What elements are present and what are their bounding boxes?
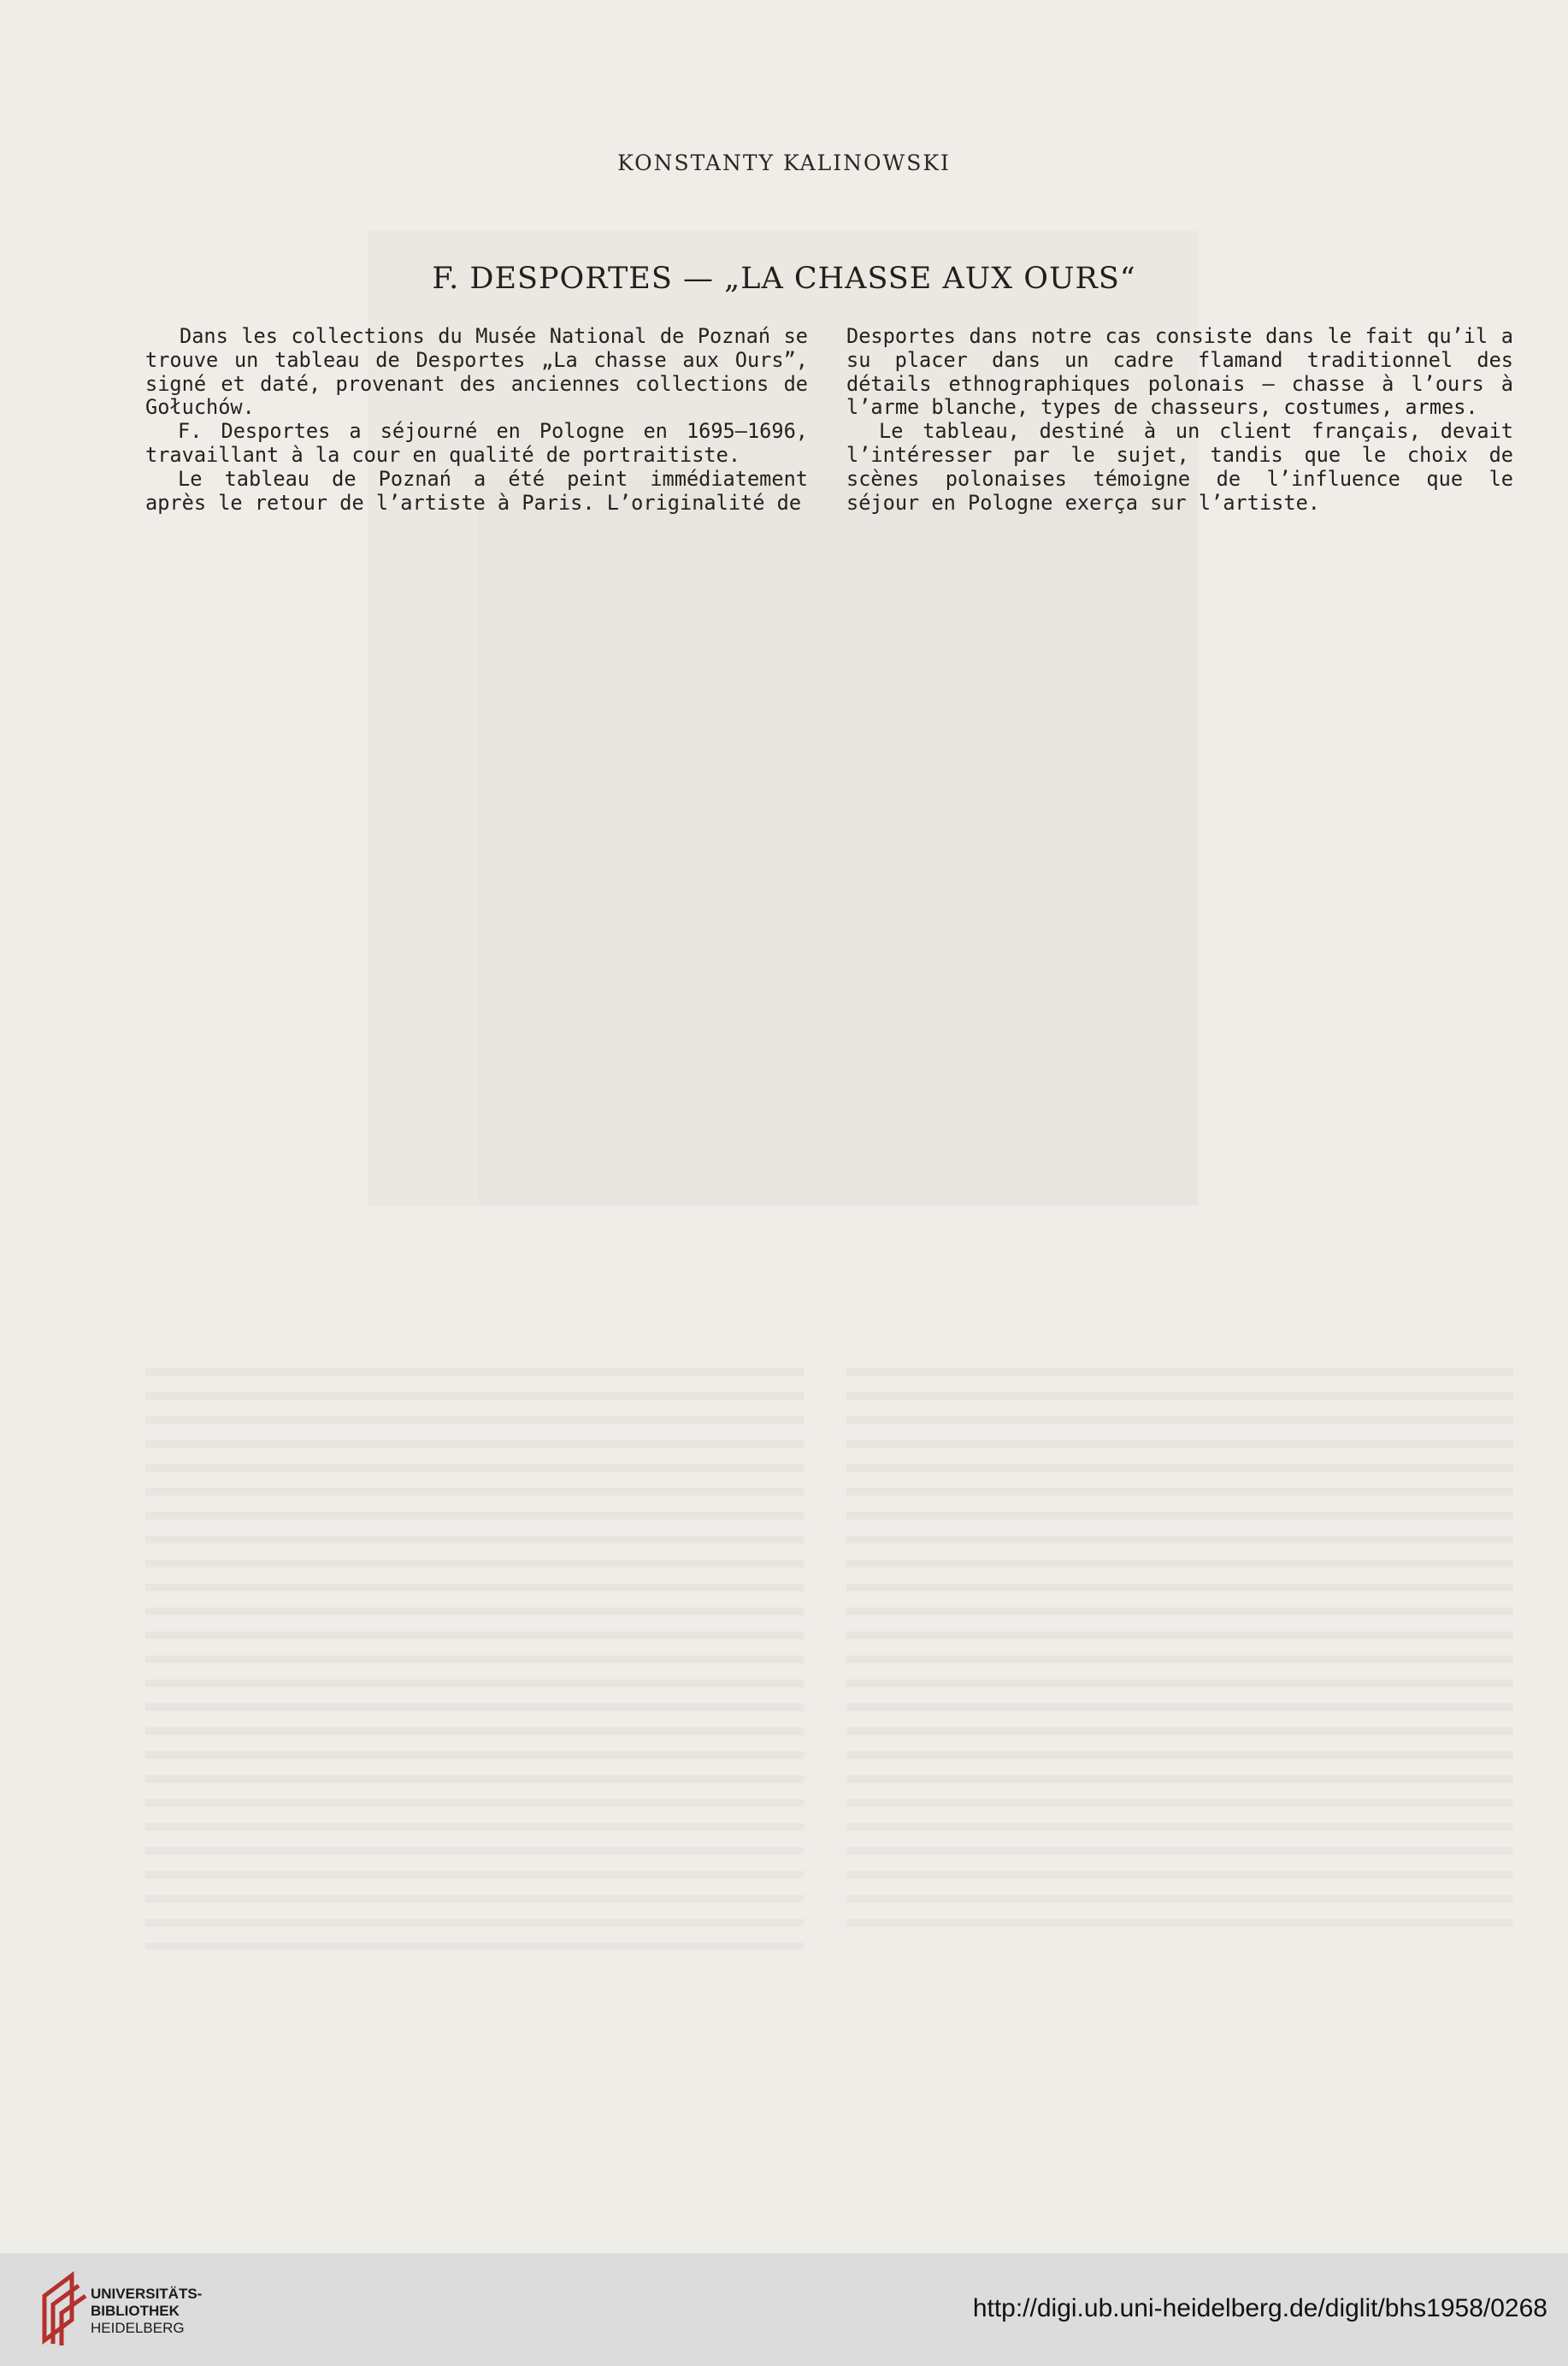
paragraph: F. Desportes a séjourné en Pologne en 1695—1696, travaillant à la cour en qualité de portraitiste. bbox=[145, 419, 808, 467]
source-url-link[interactable]: http://digi.ub.uni-heidelberg.de/diglit/bhs1958/0268 bbox=[972, 2294, 1547, 2322]
library-name-line: BIBLIOTHEK bbox=[91, 2303, 180, 2319]
running-head: KONSTANTY KALINOWSKI bbox=[617, 150, 951, 175]
text-column-left bbox=[145, 325, 808, 515]
library-logo-icon bbox=[38, 2270, 89, 2347]
library-name-line: UNIVERSITÄTS- bbox=[91, 2286, 203, 2302]
paragraph: Le tableau de Poznań a été peint immédiatement après le retour de l’artiste à Paris. L’originalité de bbox=[145, 466, 808, 515]
show-through-text-right bbox=[846, 1368, 1513, 1941]
footer-bar bbox=[0, 2253, 1568, 2366]
paragraph: Desportes dans notre cas consiste dans le fait qu’il a su placer dans un cadre flamand traditionnel des détails ethnographiques polonais — chasse à l’ours à l’arme blanche, types de chasseurs, costumes, armes. bbox=[846, 324, 1513, 420]
library-name-line: HEIDELBERG bbox=[91, 2320, 185, 2336]
show-through-text-left bbox=[145, 1368, 804, 1950]
text-column-right bbox=[846, 325, 1513, 515]
library-name bbox=[91, 2286, 202, 2337]
paragraph: Le tableau, destiné à un client français, devait l’intéresser par le sujet, tandis que le choix de scènes polonaises témoigne de l’influence que le séjour en Pologne exerça sur l’artiste. bbox=[846, 419, 1513, 515]
show-through-plate-inner bbox=[479, 479, 1197, 1206]
paragraph: Dans les collections du Musée National de Poznań se trouve un tableau de Desportes „La chasse aux Ours”, signé et daté, provenant des anciennes collections de Gołuchów. bbox=[145, 324, 808, 420]
article-title: F. DESPORTES — „LA CHASSE AUX OURS“ bbox=[432, 262, 1136, 296]
